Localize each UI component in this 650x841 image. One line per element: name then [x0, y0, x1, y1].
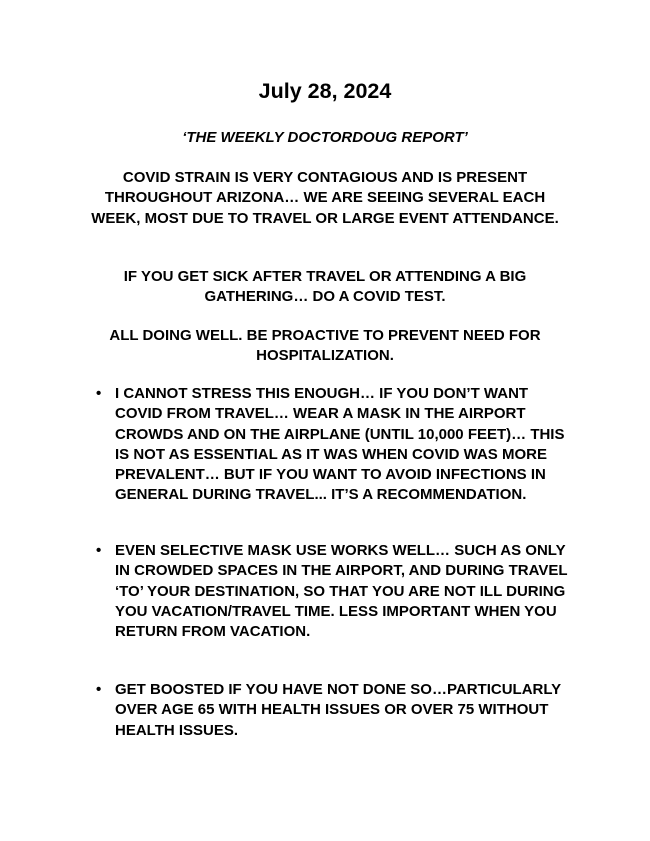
- document-date: July 28, 2024: [258, 79, 392, 103]
- paragraph-covid-strain: COVID STRAIN IS VERY CONTAGIOUS AND IS PRESENT THROUGHOUT ARIZONA… WE ARE SEEING SEVERAL EACH WEEK, MOST DUE TO TRAVEL OR LARGE EVENT ATTENDANCE.: [91, 169, 559, 227]
- paragraph-all-doing-well: ALL DOING WELL. BE PROACTIVE TO PREVENT NEED FOR HOSPITALIZATION.: [109, 327, 541, 365]
- bullet-icon: •: [96, 385, 102, 402]
- bullet-icon: •: [96, 681, 102, 698]
- bullet-text-mask-travel: I CANNOT STRESS THIS ENOUGH… IF YOU DON’T WANT COVID FROM TRAVEL… WEAR A MASK IN THE AIRPORT CROWDS AND ON THE AIRPLANE (UNTIL 10,000 FEET)… THIS IS NOT AS ESSENTIAL AS IT WAS WHEN COVID WAS MORE PREVALENT… BUT IF YOU WANT TO AVOID INFECTIONS IN GENERAL DURING TRAVEL... IT’S A RECOMMENDATION.: [115, 385, 565, 504]
- bullet-text-selective-mask: EVEN SELECTIVE MASK USE WORKS WELL… SUCH AS ONLY IN CROWDED SPACES IN THE AIRPORT, AND DURING TRAVEL ‘TO’ YOUR DESTINATION, SO THAT YOU ARE NOT ILL DURING YOU VACATION/TRAVEL TIME. LESS IMPORTANT WHEN YOU RETURN FROM VACATION.: [115, 542, 568, 641]
- paragraph-covid-test: IF YOU GET SICK AFTER TRAVEL OR ATTENDING A BIG GATHERING… DO A COVID TEST.: [123, 268, 527, 306]
- report-title: ‘THE WEEKLY DOCTORDOUG REPORT’: [182, 129, 468, 146]
- bullet-text-get-boosted: GET BOOSTED IF YOU HAVE NOT DONE SO…PARTICULARLY OVER AGE 65 WITH HEALTH ISSUES OR OVER 75 WITHOUT HEALTH ISSUES.: [115, 681, 561, 739]
- bullet-icon: •: [96, 542, 102, 559]
